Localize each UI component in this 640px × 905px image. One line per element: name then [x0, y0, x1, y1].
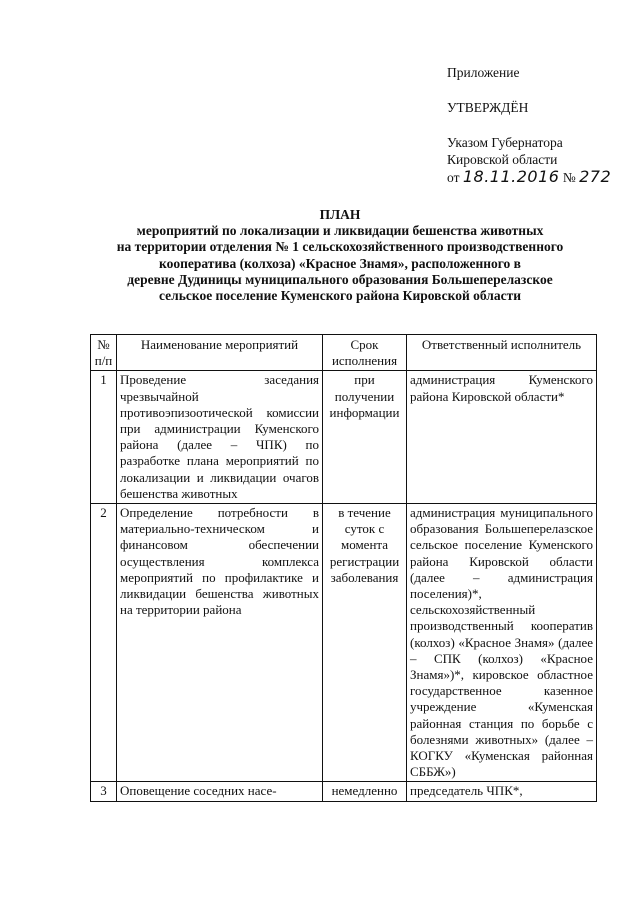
row-num: 1: [91, 371, 117, 504]
plan-title-line-4: деревне Дудиницы муниципального образования Большеперелазское: [127, 271, 553, 287]
approved-label: УТВЕРЖДЁН: [447, 100, 529, 115]
row-term: при получении информации: [323, 371, 407, 504]
header-term: Срок исполнения: [323, 335, 407, 371]
date-prefix: от: [447, 170, 460, 185]
decree-date-line: [447, 168, 627, 186]
row-num: 2: [91, 504, 117, 782]
header-name: Наименование мероприятий: [117, 335, 323, 371]
appendix-label: Приложение: [447, 65, 520, 80]
header-num: № п/п: [91, 335, 117, 371]
header-responsible: Ответственный исполнитель: [407, 335, 597, 371]
table-header-row: [91, 335, 597, 371]
plan-title-line-5: сельское поселение Куменского района Кировской области: [158, 288, 521, 304]
row-responsible: администрация Куменского района Кировской области*: [407, 371, 597, 504]
handwritten-number: 272: [579, 167, 612, 186]
plan-title: [60, 207, 620, 304]
row-num: 3: [91, 782, 117, 801]
plan-title-line-3: кооператива (колхоза) «Красное Знамя», расположенного в: [159, 255, 521, 271]
number-prefix: №: [562, 170, 576, 185]
table-row: [91, 371, 597, 504]
row-term: в течение суток с момента регистрации заболевания: [323, 504, 407, 782]
plan-title-line-2: на территории отделения № 1 сельскохозяйственного производственного: [116, 239, 564, 255]
row-name: Определение потребности в материально-техническом и финансовом обеспечении осуществления комплекса мероприятий по профилактике и ликвидации бешенства животных на территории района: [117, 504, 323, 782]
row-name: Проведение заседания чрезвычайной противоэпизоотической комиссии при администрации Куменского района (далее – ЧПК) по разработке плана мероприятий по локализации и ликвидации очагов бешенства животных: [117, 371, 323, 504]
handwritten-date: 18.11.2016: [462, 167, 560, 186]
decree-line-2: Кировской области: [447, 152, 558, 167]
row-responsible: администрация муниципального образования Большеперелазское сельское поселение Куменского района Кировской области (далее – администрация поселения)*, сельскохозяйственный производственный кооператив (колхоз) «Красное Знамя» (далее – СПК (колхоз) «Красное Знамя»)*, кировское областное государственное казенное учреждение «Куменская районная станция по борьбе с болезнями животных» (далее – КОГКУ «Куменская районная СББЖ»): [407, 504, 597, 782]
plan-title-line-1: мероприятий по локализации и ликвидации бешенства животных: [136, 223, 544, 239]
table-row: [91, 504, 597, 782]
approval-block: [447, 64, 627, 186]
row-responsible: председатель ЧПК*,: [407, 782, 597, 801]
row-name: Оповещение соседних насе-: [117, 782, 323, 801]
plan-table: [90, 334, 597, 802]
plan-title-main: ПЛАН: [319, 207, 361, 222]
table-row: [91, 782, 597, 801]
decree-line-1: Указом Губернатора: [447, 135, 563, 150]
row-term: немедленно: [323, 782, 407, 801]
